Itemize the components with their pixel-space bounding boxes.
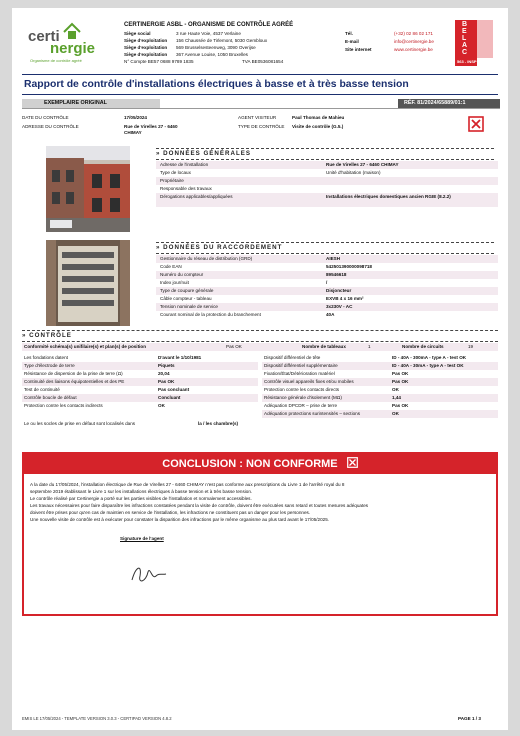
website-label: Site internet [345,47,372,52]
siege-social-label: Siège social [124,31,151,36]
tables-value: 1 [368,344,371,349]
exploit3-label: Siège d'exploitation [124,52,168,57]
control-right-row-5-label: Résistance générale d'isolement (MΩ) [264,395,342,400]
connection-row-3-label: Index jour/nuit [160,280,189,285]
connection-row-2-value: 89546618 [326,272,347,277]
belac-letter-4: A [462,42,468,49]
original-copy-label: EXEMPLAIRE ORIGINAL [44,100,107,106]
general-row-3-label: Responsable des travaux [160,186,212,191]
control-right-row-2-label: Fixation/État/Détérioration matériel [264,371,335,376]
belac-letter-5: C [462,49,468,56]
control-right-row-0-value: ID - 40A - 300mA - type A - test OK [392,355,467,360]
belac-letter-2: E [462,28,467,35]
belac-code: 563 - INSP [457,59,477,64]
conformity-label: Conformité schéma(s) unifilaire(s) et plan(s) de position [24,344,147,349]
connection-row-1-value: 542501390000098718 [326,264,372,269]
house-icon [62,22,82,40]
org-name: CERTINERGIE ASBL - ORGANISME DE CONTRÔLE AGRÉÉ [124,22,294,28]
certinergie-logo [28,22,98,62]
control-left-row-4-label: Test de continuité [24,387,60,392]
non-compliant-box-icon [347,457,358,468]
conclusion-box [22,452,498,616]
control-right-row-4-value: OK [392,387,399,392]
conclusion-text-6: Une nouvelle visite de contrôle est à exécuter pour constater la disparition des infractions par le même organisme au plus tard avant le 17/05/2025. [30,517,330,522]
conclusion-text-4: Les travaux nécessaires pour faire disparaître les infractions constatées pendant la visite de contrôle, doivent être exécutées sans retard et toutes mesures adéquates [30,503,369,508]
electrical-panel-photo [46,240,130,326]
footer-issued: EMIS LE 17/05/2024 - TEMPLATE VERSION 3.0.3 - CERTIPAD VERSION 4.8.2 [22,716,172,721]
belac-letter-1: B [462,21,468,28]
logo-tagline: Organisme de contrôle agréé [30,58,82,63]
footer-page-number: PAGE 1 / 3 [458,716,481,721]
date-value: 17/05/2024 [124,115,147,120]
report-title: Rapport de contrôle d'installations électriques à basse et à très basse tension [24,79,409,90]
general-data-title: » DONNÉES GÉNÉRALES [156,150,251,157]
agent-signature [126,558,176,588]
connection-row-2-label: Numéro du compteur [160,272,204,277]
address-line2: CHIMAY [124,130,142,135]
house-facade-photo [46,146,130,232]
original-copy-banner [22,99,160,108]
conclusion-text-2: septembre 2019 établissant le Livre 1 sur les installations électriques à basse tension et à très basse tension. [30,489,253,494]
connection-row-7-value: 40A [326,312,335,317]
circuits-label: Nombre de circuits [402,344,444,349]
control-right-row-3-value: Pas OK [392,379,409,384]
general-row-0-value: Rue de Virelles 27 - 6460 CHIMAY [326,162,399,167]
exploit2-value: 569 Brusselsesteenweg, 3090 Overijse [176,45,256,50]
website-value: www.certinergie.be [394,47,433,52]
connection-row-4-value: Disjoncteur [326,288,352,293]
connection-row-5-label: Câble compteur - tableau [160,296,212,301]
connection-row-4-label: Type de coupure générale [160,288,214,293]
general-row-1-label: Type de locaux [160,170,191,175]
connection-row-0-value: AIESH [326,256,341,261]
control-right-row-3-label: Contrôle visuel appareils fixes et/ou mobiles [264,379,354,384]
tel-label: Tél. [345,31,353,36]
bank-account: N° Compte BE57 0688 9789 1835 [124,59,194,64]
logo-certi-text: certi [28,28,60,45]
connection-row-1-label: Code EAN [160,264,182,269]
conclusion-header [24,454,496,474]
connection-row-6-value: 3x230V - AC [326,304,353,309]
control-right-row-0-label: Dispositif différentiel de tête [264,355,321,360]
control-left-row-1-label: Type d'électrode de terre [24,363,75,368]
connection-row-7-label: Courant nominal de la protection du branchement [160,312,261,317]
control-type-value: Visite de contrôle (G.5.) [292,124,344,129]
connection-data-title: » DONNÉES DU RACCORDEMENT [156,244,283,251]
tables-label: Nombre de tableaux [302,344,346,349]
control-left-row-1-value: Piquets [158,363,175,368]
general-row-1-value: Unité d'habitation (maison) [326,170,381,175]
control-left-row-2-value: 20,04 [158,371,170,376]
socket-location-value: la / les chambre(s) [198,421,239,426]
control-type-label: TYPE DE CONTRÔLE [238,124,285,129]
conclusion-text-3: Le contrôle réalisé par Certinergie a porté sur les parties visibles de l'installation et normalement accessibles. [30,496,252,501]
control-right-row-7-label: Adéquation protections surintensités – sections [264,411,361,416]
date-label: DATE DU CONTRÔLE [22,115,69,120]
control-right-row-6-value: Pas OK [392,403,409,408]
exploit1-label: Siège d'exploitation [124,38,168,43]
vat-number: TVA BE0536081654 [242,59,284,64]
control-right-row-6-label: Adéquation DPCDR – prise de terre [264,403,338,408]
control-title-text: CONTRÔLE [29,332,72,339]
email-value: info@certinergie.be [394,39,434,44]
ref-number: RÉF. 81/2024/65889/01:1 [404,100,466,106]
agent-label: AGENT VISITEUR [238,115,277,120]
tel-value: (+32) 02 86 02 171 [394,31,433,36]
general-row-2-label: Propriétaire [160,178,184,183]
control-left-row-3-label: Continuité des liaisons équipotentielles et des PE [24,379,125,384]
control-right-row-7-value: OK [392,411,399,416]
control-left-row-5-value: Concluant [158,395,181,400]
control-left-row-2-label: Résistance de dispersion de la prise de terre (Ω) [24,371,123,376]
email-label: E-mail [345,39,359,44]
control-right-row-4-label: Protection contre les contacts directs [264,387,340,392]
control-right-row-2-value: Pas OK [392,371,409,376]
connection-row-5-value: EXVB 4 x 16 mm² [326,296,364,301]
ref-badge [398,99,500,108]
exploit2-label: Siège d'exploitation [124,45,168,50]
control-left-row-0-value: D'avant le 1/10/1981 [158,355,202,360]
control-right-row-5-value: 1,44 [392,395,401,400]
non-compliant-x-icon [468,116,484,132]
connection-row-6-label: Tension nominale de service [160,304,218,309]
signature-label: Signature de l'agent [120,536,164,541]
address-label: ADRESSE DU CONTRÔLE [22,124,79,129]
report-page [12,8,508,730]
exploit3-value: 367 Avenue Louise, 1050 Bruxelles [176,52,248,57]
conclusion-text-5: doivent être prises pour qu'en cas de maintien en service de l'installation, les infractions ne constituent pas un danger pour les personnes. [30,510,311,515]
general-data-title-text: DONNÉES GÉNÉRALES [163,150,251,157]
control-left-row-6-value: OK [158,403,165,408]
control-right-row-1-label: Dispositif différentiel supplémentaire [264,363,338,368]
conformity-value: Pas OK [226,344,242,349]
general-row-4-value: Installations électriques domestiques ancien RGIE (8.2.2) [326,194,451,199]
conclusion-text-1: A la date du 17/05/2024, l'installation électrique de Rue de Virelles 27 - 6460 CHIMAY n'est pas conforme aux prescriptions du Livre 1 de l'arrêté royal du 8 [30,482,345,487]
control-left-row-4-value: Pas concluant [158,387,190,392]
socket-location-label: Le ou les socles de prise en défaut sont localisés dans [24,421,136,426]
belac-letter-3: L [462,35,467,42]
control-left-row-5-label: Contrôle boucle de défaut [24,395,77,400]
agent-value: Paul Thomas de Mahieu [292,115,345,120]
connection-data-title-text: DONNÉES DU RACCORDEMENT [163,244,283,251]
control-right-row-1-value: ID - 40A - 30mA - type A - test OK [392,363,464,368]
control-left-row-6-label: Protection contre les contacts indirects [24,403,103,408]
general-row-2 [156,177,498,185]
circuits-value: 19 [468,344,474,349]
conclusion-title: CONCLUSION : NON CONFORME [162,458,338,470]
general-row-4-label: Dérogations applicables/appliquées [160,194,233,199]
connection-row-3-value: / [326,280,328,285]
siege-social-value: 3 rue Haute Voie, 4537 Verlaine [176,31,241,36]
exploit1-value: 156 Chaussée de Tirlemont, 5030 Gembloux [176,38,268,43]
general-row-0-label: Adresse de l'installation [160,162,209,167]
control-left-row-0-label: Les fondations datent [24,355,68,360]
control-left-row-3-value: Pas OK [158,379,175,384]
control-title: » CONTRÔLE [22,332,72,339]
address-line1: Rue de Virelles 27 - 6460 [124,124,178,129]
belac-badge [455,20,493,66]
connection-row-0-label: Gestionnaire du réseau de distribution (GRD) [160,256,253,261]
logo-nergie-text: nergie [50,40,96,57]
